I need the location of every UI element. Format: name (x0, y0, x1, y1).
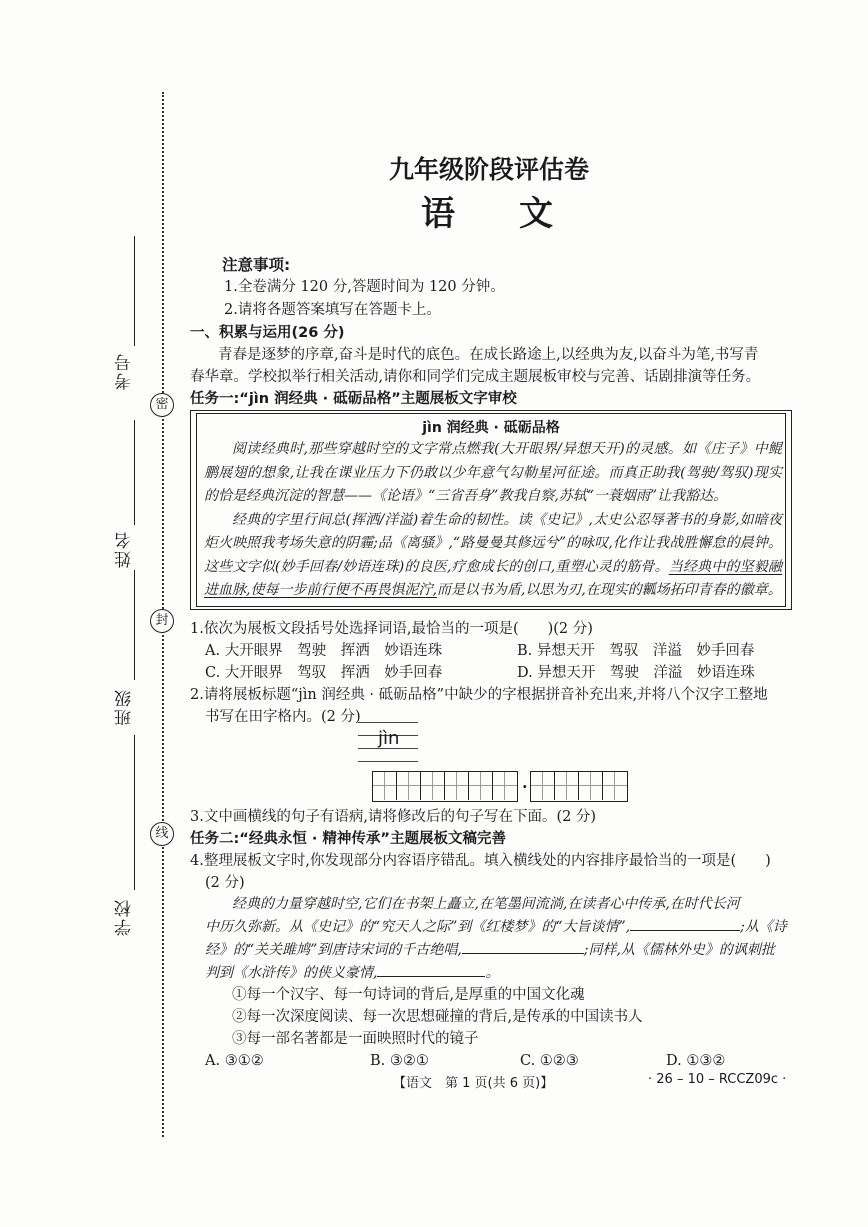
question-4-passage-line (205, 939, 775, 963)
tianzige-cell[interactable] (373, 772, 397, 800)
board-text (204, 438, 782, 603)
question-1-option-c: C. 大开眼界 驾驭 挥洒 妙手回春 (205, 665, 443, 681)
passage-text: 经》的“关关雎鸠”到唐诗宋词的千古绝唱, (205, 942, 462, 958)
passage-text: 。 (485, 965, 500, 981)
section-heading: 一、积累与运用(26 分) (190, 325, 345, 341)
passage-text: 中历久弥新。从《史记》的“究天人之际”到《红楼梦》的“大旨谈情”, (205, 919, 631, 935)
question-1-option-d: D. 异想天开 驾驶 洋溢 妙语连珠 (517, 665, 755, 681)
question-4-passage-line (205, 916, 787, 940)
question-2-stem-cont: 书写在田字格内。(2 分) (205, 709, 361, 725)
pinyin-lines (358, 722, 418, 764)
pinyin-jin: jìn (378, 728, 400, 749)
question-4-passage-line (205, 962, 499, 986)
question-1-stem: 1.依次为展板文段括号处选择词语,最恰当的一项是( )(2 分) (190, 621, 593, 637)
subject-title: 语文 (421, 194, 617, 234)
question-4-stem: 4.整理展板文字时,你发现部分内容语序错乱。填入横线处的内容排序最恰当的一项是( ) (190, 853, 771, 869)
tianzige-grid-left (372, 771, 518, 802)
board-title: jìn 润经典 · 砥砺品格 (422, 420, 560, 436)
label-school: 学校 (115, 898, 135, 936)
board-paragraph-2 (204, 509, 782, 603)
question-1-option-a: A. 大开眼界 驾驶 挥洒 妙语连珠 (205, 643, 443, 659)
question-2-stem: 2.请将展板标题“jìn 润经典 · 砥砺品格”中缺少的字根据拼音补充出来,并将八个汉字工整地 (190, 687, 768, 703)
passage-text: 判到《水浒传》的侠义豪情, (205, 965, 378, 981)
notes-heading: 注意事项: (222, 256, 291, 274)
note-item: 2.请将各题答案填写在答题卡上。 (224, 302, 441, 318)
passage-text: ;同样,从《儒林外史》的讽刺批 (583, 942, 775, 958)
tianzige-cell[interactable] (531, 772, 555, 800)
question-4-points: (2 分) (205, 875, 245, 891)
board-text-span: 而是以书为盾,以思为刃,在现实的瓤场拓印青春的徽章。 (436, 582, 782, 598)
answer-blank[interactable] (377, 976, 485, 977)
question-4-option-b: B. ③②① (370, 1053, 429, 1069)
tianzige-cell[interactable] (579, 772, 603, 800)
task2-heading: 任务二:“经典永恒 · 精神传承”主题展板文稿完善 (190, 831, 506, 847)
question-4-item: ②每一次深度阅读、每一次思想碰撞的背后,是传承的中国读书人 (232, 1009, 643, 1025)
seal-mi: 密 (150, 393, 174, 417)
class-line (134, 570, 135, 680)
tianzige-cell[interactable] (397, 772, 421, 800)
passage-text: ;从《诗 (740, 919, 787, 935)
tianzige-cell[interactable] (445, 772, 469, 800)
name-line (134, 420, 135, 525)
board-paragraph-1: 阅读经典时,那些穿越时空的文字常点燃我(大开眼界/异想天开)的灵感。如《庄子》中鲲鹏展翅的想象,让我在课业压力下仍敢以少年意气勾勒星河征途。而真正助我(驾驶/驾驭)现实的恰是经典沉淀的智慧——《论语》“三省吾身”教我自察,苏轼“一蓑烟雨”让我豁达。 (204, 441, 782, 504)
underlined-sentence: 当经典中的坚毅融进血脉,使每一步前行便不再畏惧泥泞, (204, 558, 782, 598)
exam-number-line (134, 236, 135, 346)
tianzige-cell[interactable] (603, 772, 627, 800)
question-4-item: ①每一个汉字、每一句诗词的背后,是厚重的中国文化魂 (232, 987, 585, 1003)
board-text-span: 经典的字里行间总(挥洒/洋溢)着生命的韧性。读《史记》,太史公忍辱著书的身影,如暗夜炬火映照我考场失意的阴霾;品《离骚》,“路曼曼其修远兮”的咏叹,化作让我战胜懈怠的晨钟。这些文字似(妙手回春/妙语连珠)的良医,疗愈成长的创口,重塑心灵的筋骨。 (204, 511, 782, 575)
answer-blank[interactable] (462, 953, 584, 954)
question-3-stem: 3.文中画横线的句子有语病,请将修改后的句子写在下面。(2 分) (190, 809, 597, 825)
answer-blank[interactable] (630, 930, 740, 931)
tianzige-cell[interactable] (469, 772, 493, 800)
tianzige-cell[interactable] (555, 772, 579, 800)
tianzige-grid-right (530, 771, 628, 802)
paper-code: · 26 – 10 – RCCZ09c · (648, 1072, 787, 1087)
seal-feng: 封 (150, 609, 174, 633)
intro-line: 青春是逐梦的序章,奋斗是时代的底色。在成长路途上,以经典为友,以奋斗为笔,书写青 (218, 347, 759, 363)
label-class: 班级 (115, 688, 135, 726)
tianzige-cell[interactable] (493, 772, 517, 800)
task1-heading: 任务一:“jìn 润经典 · 砥砺品格”主题展板文字审校 (190, 391, 517, 407)
label-exam-number: 考号 (115, 352, 135, 390)
question-1-option-b: B. 异想天开 驾驭 洋溢 妙手回春 (517, 643, 755, 659)
note-item: 1.全卷满分 120 分,答题时间为 120 分钟。 (224, 279, 505, 295)
question-4-passage-line: 经典的力量穿越时空,它们在书架上矗立,在笔墨间流淌,在读者心中传承,在时代长河 (232, 896, 740, 912)
tianzige-cell[interactable] (421, 772, 445, 800)
question-4-item: ③每一部名著都是一面映照时代的镜子 (232, 1031, 479, 1047)
question-4-option-d: D. ①③② (666, 1053, 726, 1069)
seal-xian: 线 (150, 822, 174, 846)
exam-title: 九年级阶段评估卷 (388, 155, 589, 184)
grid-separator-dot: · (522, 777, 528, 796)
page-footer: 【语文 第 1 页(共 6 页)】 (393, 1076, 554, 1091)
question-4-option-a: A. ③①② (205, 1053, 264, 1069)
school-line (134, 735, 135, 890)
intro-line: 春华章。学校拟举行相关活动,请你和同学们完成主题展板审校与完善、话剧排演等任务。 (190, 369, 761, 385)
question-4-option-c: C. ①②③ (520, 1053, 579, 1069)
label-name: 姓名 (115, 530, 135, 568)
